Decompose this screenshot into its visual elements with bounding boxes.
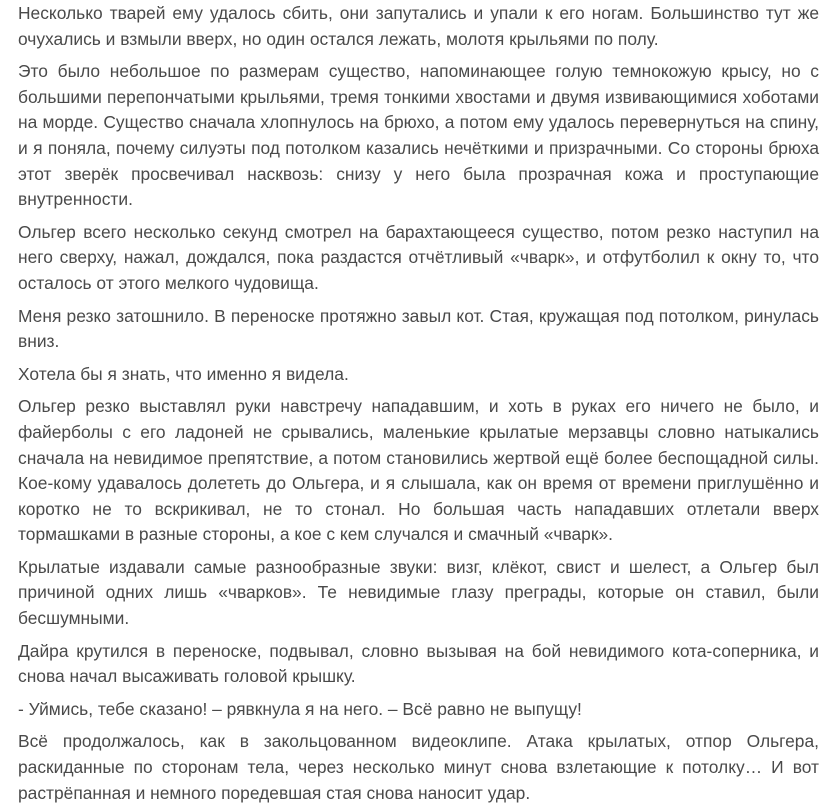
paragraph: Несколько тварей ему удалось сбить, они запутались и упали к его ногам. Большинство тут же очухались и взмыли вверх, но один остался лежать, молотя крыльями по полу.	[18, 3, 819, 49]
paragraph: Меня резко затошнило. В переноске протяжно завыл кот. Стая, кружащая под потолком, ринулась вниз.	[18, 305, 819, 352]
paragraph: Хотела бы я знать, что именно я видела.	[18, 363, 349, 384]
paragraph: Всё продолжалось, как в закольцованном видеоклипе. Атака крылатых, отпор Ольгера, раскиданные по сторонам тела, через несколько минут снова взлетающие к потолку… И вот растрёпанная и немного поредевшая стая снова наносит удар.	[18, 731, 819, 803]
paragraph: Крылатые издавали самые разнообразные звуки: визг, клёкот, свист и шелест, а Ольгер был причиной одних лишь «чварков». Те невидимые глазу преграды, которые он ставил, были бесшумными.	[18, 556, 819, 629]
paragraph: Ольгер резко выставлял руки навстречу нападавшим, и хоть в руках его ничего не было, и файерболы с его ладоней не срывались, маленькие крылатые мерзавцы словно натыкались сначала на невидимое препятствие, а потом становились жертвой ещё более беспощадной силы. Кое-кому удавалось долететь до Ольгера, и я слышала, как он время от времени приглушённо и коротко не то вскрикивал, не то стонал. Но большая часть нападавших отлетали вверх тормашками в разные стороны, а кое с кем случался и смачный «чварк».	[18, 396, 819, 545]
dialogue-line: - Уймись, тебе сказано! – рявкнула я на него. – Всё равно не выпущу!	[18, 698, 582, 719]
paragraph: Дайра крутился в переноске, подвывал, словно вызывая на бой невидимого кота-соперника, и снова начал высаживать головой крышку.	[18, 640, 819, 687]
paragraph: Это было небольшое по размерам существо, напоминающее голую темнокожую крысу, но с большими перепончатыми крыльями, тремя тонкими хвостами и двумя извивающимися хоботами на морде. Существо сначала хлопнулось на брюхо, а потом ему удалось перевернуться на спину, и я поняла, почему силуэты под потолком казались нечёткими и призрачными. Со стороны брюха этот зверёк просвечивал насквозь: снизу у него была прозрачная кожа и проступающие внутренности.	[18, 61, 819, 210]
paragraph: Ольгер всего несколько секунд смотрел на барахтающееся существо, потом резко наступил на него сверху, нажал, дождался, пока раздастся отчётливый «чварк», и отфутболил к окну то, что осталось от этого мелкого чудовища.	[18, 221, 819, 293]
